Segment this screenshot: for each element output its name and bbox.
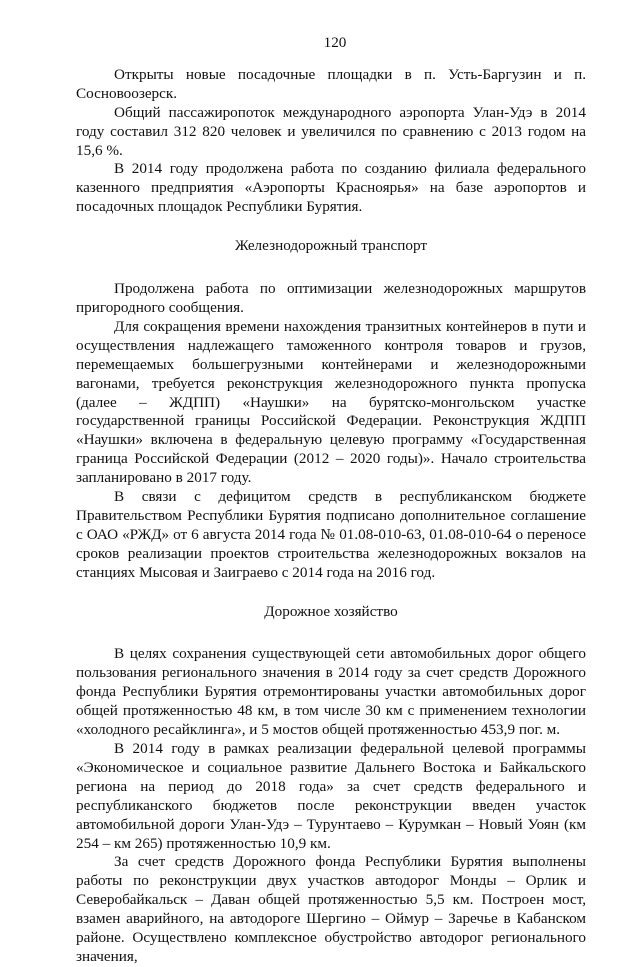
section-heading: Железнодорожный транспорт xyxy=(234,237,428,255)
document-page xyxy=(76,34,586,967)
section-air-transport xyxy=(76,66,586,217)
paragraph: В связи с дефицитом средств в республиканском бюджете Правительством Республики Бурятия подписано дополнительное соглашение с ОАО «РЖД» от 6 августа 2014 года № 01.08-010-63, 01.08-010-64 о переносе сроков реализации проектов строительства железнодорожных вокзалов на станциях Мысовая и Заиграево с 2014 года на 2016 год. xyxy=(76,488,586,581)
paragraph: За счет средств Дорожного фонда Республики Бурятия выполнены работы по реконструкции двух участков автодорог Монды – Орлик и Северобайкальск – Даван общей протяженностью 5,5 км. Построен мост, взамен аварийного, на автодороге Шергино – Оймур – Заречье в Кабанском районе. Осуществлено комплексное обустройство автодорог регионального значения, xyxy=(76,853,586,965)
section-heading: Дорожное хозяйство xyxy=(264,602,398,620)
section-railway-transport xyxy=(76,237,586,582)
paragraph: Продолжена работа по оптимизации железнодорожных маршрутов пригородного сообщения. xyxy=(76,280,586,316)
section-road-economy xyxy=(76,603,586,967)
page-number: 120 xyxy=(323,34,347,51)
paragraph: В 2014 году продолжена работа по созданию филиала федерального казенного предприятия «Аэропорты Красноярья» на базе аэропортов и посадочных площадок Республики Бурятия. xyxy=(76,160,586,216)
paragraph: В целях сохранения существующей сети автомобильных дорог общего пользования регионального значения в 2014 году за счет средств Дорожного фонда Республики Бурятия отремонтированы участки автомобильных дорог общей протяженностью 48 км, в том числе 30 км с применением технологии «холодного ресайклинга», и 5 мостов общей протяженностью 453,9 пог. м. xyxy=(76,645,586,739)
paragraph: В 2014 году в рамках реализации федеральной целевой программы «Экономическое и социальное развитие Дальнего Востока и Байкальского региона на период до 2018 года» за счет средств федерального и республиканского бюджетов после реконструкции введен участок автомобильной дороги Улан-Удэ – Турунтаево – Курумкан – Новый Уоян (км 254 – км 265) протяженностью 10,9 км. xyxy=(76,740,586,852)
paragraph: Для сокращения времени нахождения транзитных контейнеров в пути и осуществления надлежащего таможенного контроля товаров и грузов, перемещаемых большегрузными контейнерами и железнодорожными вагонами, требуется реконструкция железнодорожного пункта пропуска (далее – ЖДПП) «Наушки» на бурятско-монгольском участке государственной границы Российской Федерации. Реконструкция ЖДПП «Наушки» включена в федеральную целевую программу «Государственная граница Российской Федерации (2012 – 2020 годы)». Начало строительства запланировано в 2017 году. xyxy=(76,317,586,487)
paragraph: Общий пассажиропоток международного аэропорта Улан-Удэ в 2014 году составил 312 820 человек и увеличился по сравнению с 2013 годом на 15,6 %. xyxy=(76,103,586,159)
paragraph: Открыты новые посадочные площадки в п. Усть-Баргузин и п. Сосновоозерск. xyxy=(76,65,586,102)
